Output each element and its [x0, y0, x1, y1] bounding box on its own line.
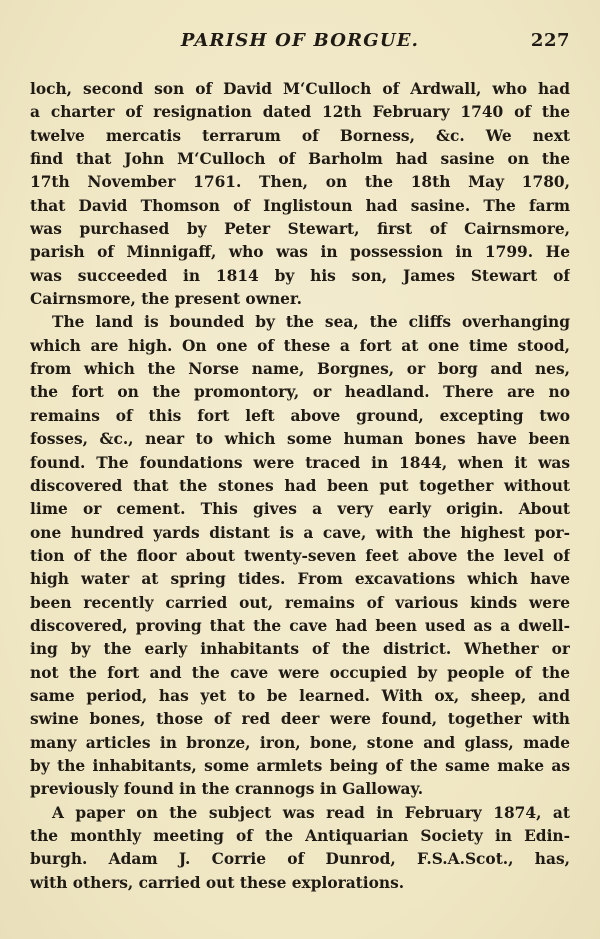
- text-line: high water at spring tides. From excavations which have: [30, 570, 570, 589]
- text-line: was purchased by Peter Stewart, first of Cairnsmore,: [30, 220, 570, 239]
- paragraph-end-line: Cairnsmore, the present owner.: [30, 290, 302, 309]
- text-line: from which the Norse name, Borgnes, or borg and nes,: [30, 360, 570, 379]
- text-line: found. The foundations were traced in 1844, when it was: [30, 453, 570, 472]
- text-line: discovered that the stones had been put together without: [30, 476, 570, 495]
- text-line: one hundred yards distant is a cave, with the highest por-: [30, 523, 570, 542]
- text-line: fosses, &c., near to which some human bones have been: [30, 430, 570, 449]
- running-head: PARISH OF BORGUE.: [180, 30, 420, 51]
- text-line: not the fort and the cave were occupied by people of the: [30, 663, 570, 682]
- text-line: lime or cement. This gives a very early origin. About: [30, 500, 570, 519]
- paragraph-first-line: The land is bounded by the sea, the cliffs overhanging: [52, 313, 570, 332]
- page-header: [30, 30, 570, 54]
- paragraph-end-line: with others, carried out these explorations.: [30, 873, 405, 892]
- text-line: parish of Minnigaff, who was in possession in 1799. He: [30, 243, 570, 262]
- text-line: burgh. Adam J. Corrie of Dunrod, F.S.A.Scot., has,: [30, 850, 570, 869]
- text-line: loch, second son of David M‘Culloch of Ardwall, who had: [30, 80, 570, 98]
- text-line: remains of this fort left above ground, excepting two: [30, 406, 570, 425]
- text-line: which are high. On one of these a fort at one time stood,: [30, 336, 570, 355]
- text-line: swine bones, those of red deer were found, together with: [30, 710, 570, 729]
- paragraph-end-line: previously found in the crannogs in Galloway.: [30, 780, 424, 799]
- text-line: the fort on the promontory, or headland. There are no: [30, 383, 570, 402]
- page-number: 227: [530, 30, 570, 51]
- text-line: find that John M‘Culloch of Barholm had sasine on the: [30, 150, 570, 169]
- text-line: twelve mercatis terrarum of Borness, &c. We next: [30, 126, 570, 145]
- text-line: the monthly meeting of the Antiquarian Society in Edin-: [30, 827, 570, 845]
- text-line: that David Thomson of Inglistoun had sasine. The farm: [30, 196, 570, 215]
- body-text: [30, 78, 570, 895]
- paragraph-first-line: A paper on the subject was read in February 1874, at: [52, 803, 570, 822]
- text-line: been recently carried out, remains of various kinds were: [30, 593, 570, 612]
- text-line: was succeeded in 1814 by his son, James Stewart of: [30, 266, 570, 285]
- text-line: ing by the early inhabitants of the district. Whether or: [30, 640, 570, 659]
- text-line: by the inhabitants, some armlets being of the same make as: [30, 756, 570, 775]
- text-line: discovered, proving that the cave had been used as a dwell-: [30, 616, 570, 635]
- text-line: tion of the floor about twenty-seven feet above the level of: [30, 546, 570, 565]
- text-line: a charter of resignation dated 12th February 1740 of the: [30, 103, 570, 122]
- text-line: same period, has yet to be learned. With ox, sheep, and: [30, 686, 570, 705]
- text-line: many articles in bronze, iron, bone, stone and glass, made: [30, 733, 570, 752]
- text-line: 17th November 1761. Then, on the 18th May 1780,: [30, 173, 570, 192]
